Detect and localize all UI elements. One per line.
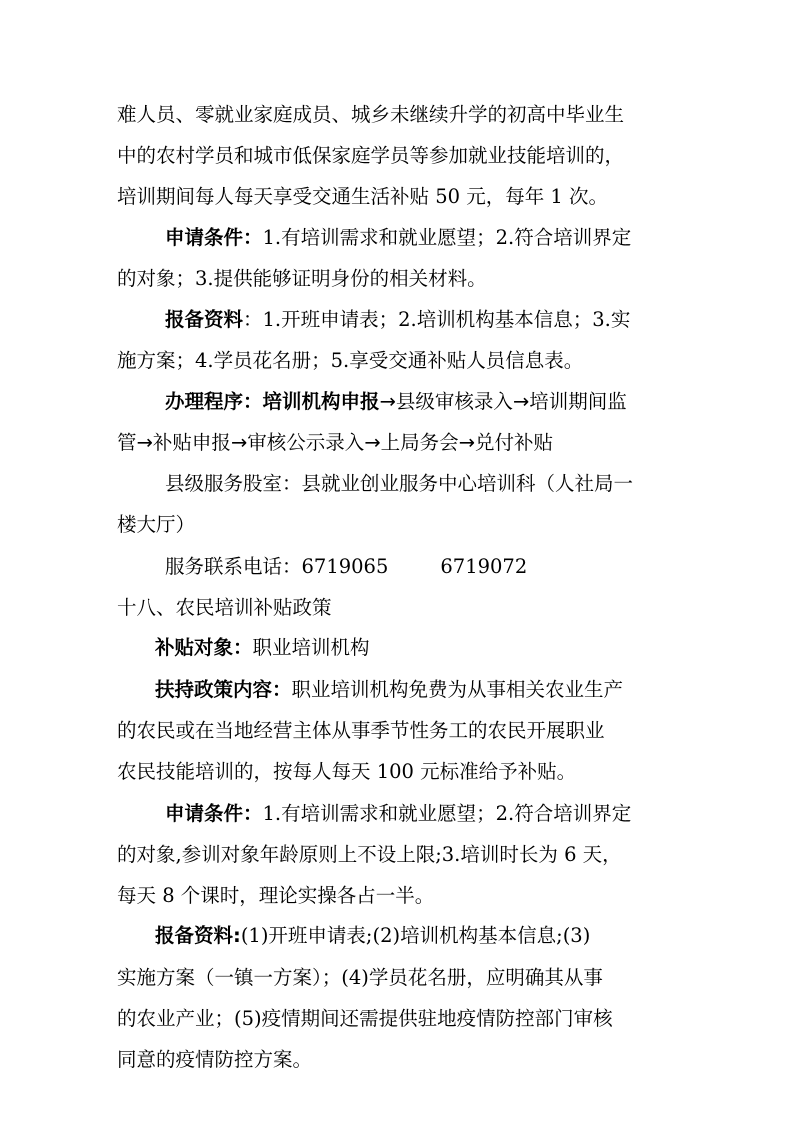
arrow-icon: → — [379, 390, 396, 414]
procedure-step: 上局务会 — [380, 431, 459, 454]
text-line: 每天 8 个课时，理论实操各占一半。 — [117, 883, 435, 907]
procedure-continuation — [117, 425, 553, 461]
arrow-icon: → — [458, 431, 475, 454]
target-paragraph — [155, 630, 370, 666]
procedure-step: 审核公示录入 — [247, 431, 365, 454]
text-line: 的农民或在当地经营主体从事季节性务工的农民开展职业 — [117, 719, 605, 743]
conditions-label: 申请条件： — [165, 225, 263, 249]
text-line: 农民技能培训的，按每人每天 100 元标准给予补贴。 — [117, 759, 577, 783]
text-line: 的农业产业；(5)疫情期间还需提供驻地疫情防控部门审核 — [117, 1007, 613, 1031]
content-label: 扶持政策内容： — [155, 678, 292, 702]
text-line: (1)开班申请表;(2)培训机构基本信息;(3) — [240, 924, 591, 948]
procedure-step: 县级审核录入 — [395, 390, 513, 414]
materials-label: 报备资料 — [165, 308, 244, 332]
text-line: 培训期间每人每天享受交通生活补贴 50 元，每年 1 次。 — [117, 184, 609, 208]
text-line: 1.有培训需求和就业愿望；2.符合培训界定 — [262, 225, 632, 249]
conditions-paragraph — [165, 220, 631, 256]
section-heading: 十八、农民培训补贴政策 — [117, 595, 332, 619]
conditions-paragraph — [165, 796, 631, 832]
procedure-step: 补贴申报 — [152, 431, 231, 454]
phone-number: 6719072 — [440, 554, 528, 578]
office-line: 楼大厅） — [117, 512, 196, 536]
materials-label: 报备资料: — [155, 924, 241, 948]
materials-paragraph — [165, 302, 630, 338]
procedure-step: 管 — [117, 431, 137, 454]
text-line: 的对象,参训对象年龄原则上不设上限;3.培训时长为 6 天， — [117, 842, 622, 866]
arrow-icon: → — [136, 431, 153, 454]
text-line: 中的农村学员和城市低保家庭学员等参加就业技能培训的， — [117, 143, 625, 167]
arrow-icon: → — [230, 431, 248, 454]
text-line: 的对象；3.提供能够证明身份的相关材料。 — [117, 266, 487, 290]
text-line: ：1.开班申请表；2.培训机构基本信息；3.实 — [243, 308, 631, 332]
phone-line — [165, 549, 527, 585]
materials-paragraph — [155, 918, 590, 954]
office-line: 县级服务股室：县就业创业服务中心培训科（人社局一 — [165, 471, 634, 495]
text-line: 同意的疫情防控方案。 — [117, 1048, 313, 1071]
text-line: 1.有培训需求和就业愿望；2.符合培训界定 — [262, 801, 632, 825]
conditions-label: 申请条件： — [165, 801, 263, 825]
procedure-step: 培训期间监 — [529, 390, 627, 414]
procedure-step: 培训机构申报 — [262, 390, 380, 414]
arrow-icon: → — [364, 431, 381, 454]
content-paragraph — [155, 672, 623, 708]
phone-label: 服务联系电话： — [165, 554, 302, 578]
target-label: 补贴对象： — [155, 636, 253, 660]
text-line: 职业培训机构免费为从事相关农业生产 — [291, 678, 624, 702]
text-line: 实施方案（一镇一方案）；(4)学员花名册，应明确其从事 — [117, 966, 603, 990]
text-line: 施方案；4.学员花名册；5.享受交通补贴人员信息表。 — [117, 349, 584, 373]
procedure-paragraph — [165, 384, 627, 420]
phone-number: 6719065 — [301, 554, 389, 578]
procedure-label: 办理程序： — [165, 390, 263, 414]
procedure-step: 兑付补贴 — [474, 431, 553, 454]
text-line: 难人员、零就业家庭成员、城乡未继续升学的初高中毕业生 — [117, 103, 625, 126]
text-line: 职业培训机构 — [252, 636, 370, 660]
arrow-icon: → — [512, 390, 530, 414]
